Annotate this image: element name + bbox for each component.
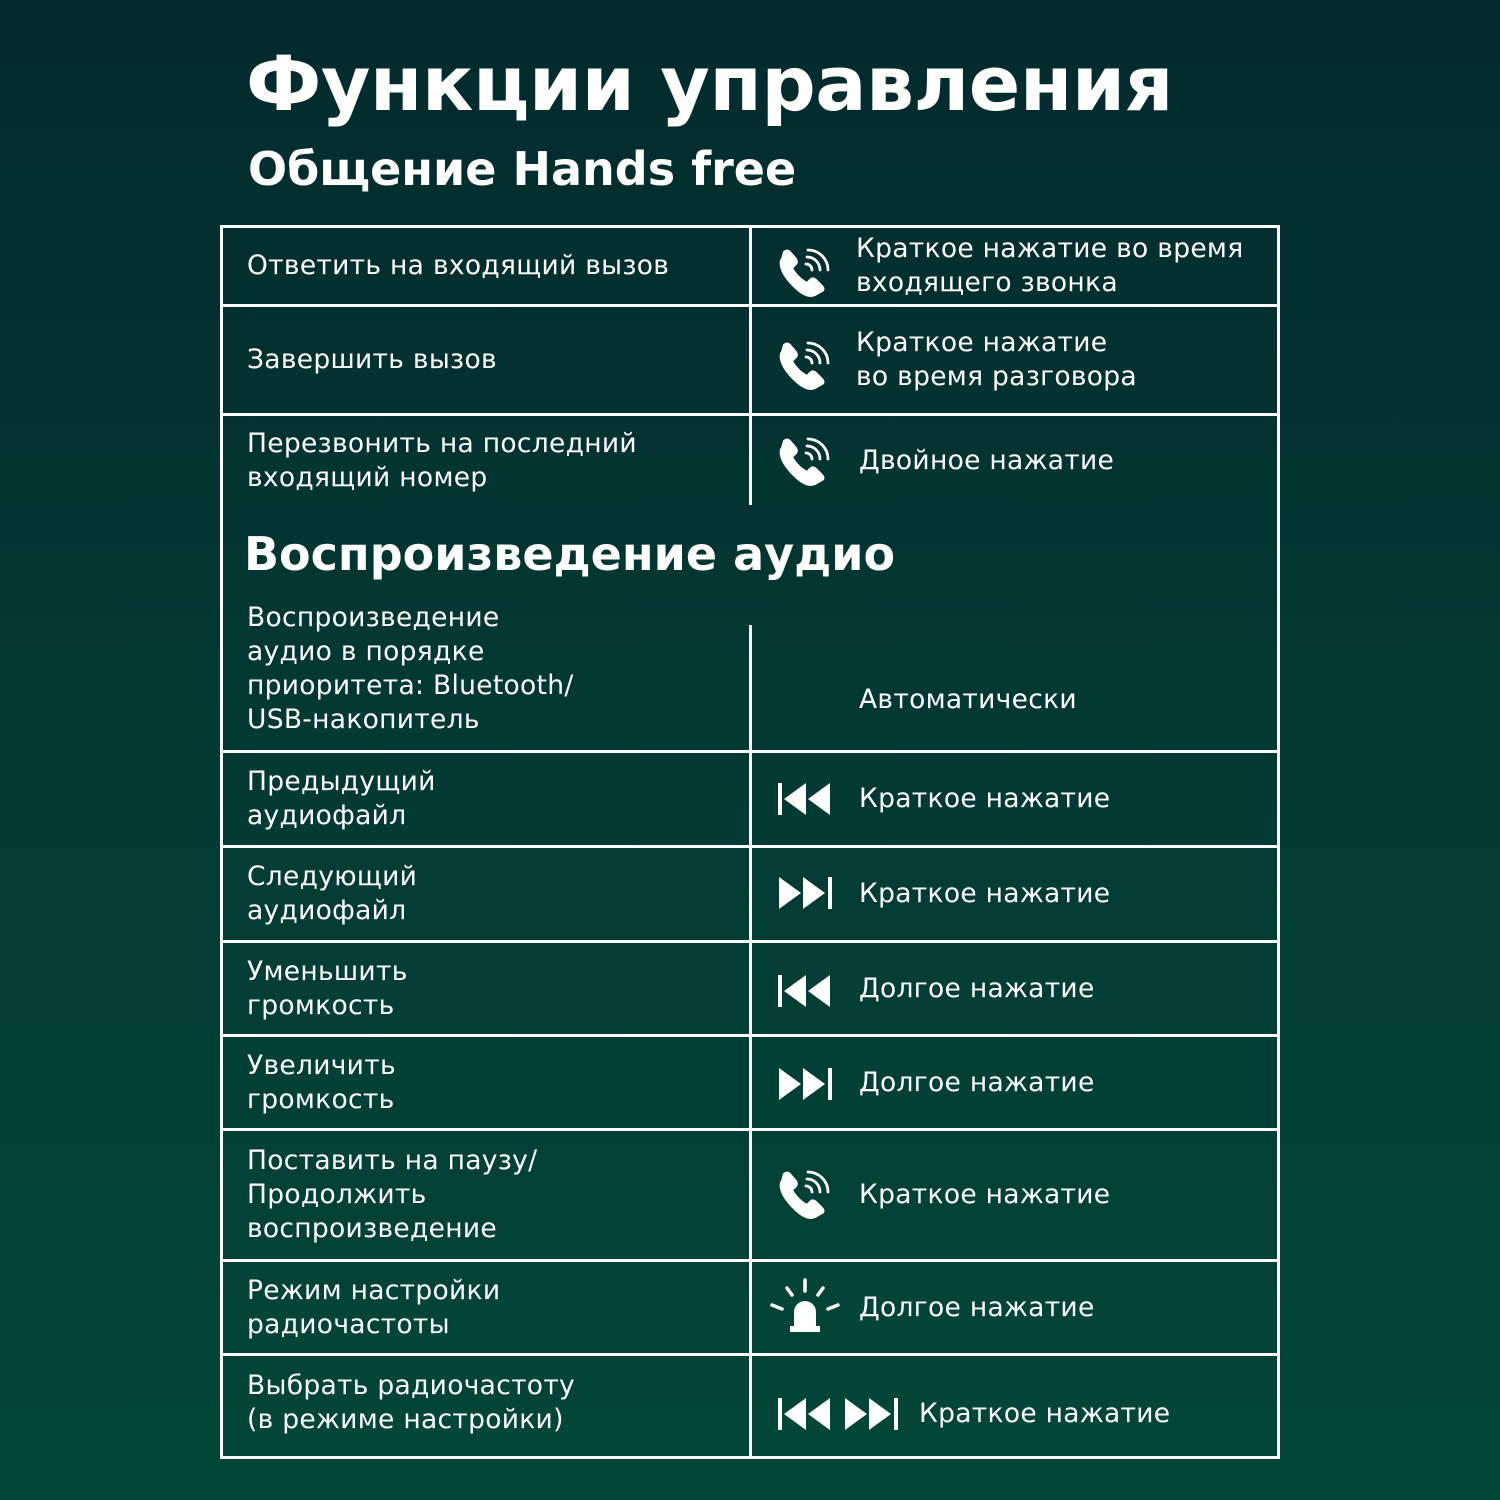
action-radio-tuning-mode: Долгое нажатие — [859, 1291, 1095, 1323]
phone-icon — [776, 432, 832, 490]
action-volume-up: Долгое нажатие — [859, 1066, 1095, 1098]
function-select-frequency: Выбрать радиочастоту (в режиме настройки) — [247, 1370, 576, 1435]
function-redial: Перезвонить на последний входящий номер — [247, 428, 637, 493]
action-pause-resume: Краткое нажатие — [859, 1179, 1111, 1210]
previous-icon — [777, 1396, 833, 1432]
audio-section-title: Воспроизведение аудио — [244, 527, 896, 581]
action-select-frequency: Краткое нажатие — [919, 1397, 1171, 1429]
function-answer-call: Ответить на входящий вызов — [247, 250, 670, 281]
function-volume-down: Уменьшить громкость — [247, 955, 408, 1021]
function-next-track: Следующий аудиофайл — [247, 861, 418, 926]
next-icon — [843, 1396, 899, 1432]
previous-icon — [777, 973, 833, 1009]
action-answer-call: Краткое нажатие во время входящего звонка — [856, 233, 1244, 298]
page-title: Функции управления — [246, 39, 1173, 128]
function-audio-priority: Воспроизведение аудио в порядке приоритета: Bluetooth/ USB-накопитель — [247, 602, 574, 735]
action-volume-down: Долгое нажатие — [859, 972, 1095, 1004]
action-end-call: Краткое нажатие во время разговора — [856, 327, 1137, 392]
action-audio-priority: Автоматически — [859, 684, 1077, 715]
phone-icon — [776, 243, 832, 301]
function-radio-tuning-mode: Режим настройки радиочастоты — [247, 1274, 501, 1340]
function-previous-track: Предыдущий аудиофайл — [247, 766, 436, 831]
action-redial: Двойное нажатие — [859, 445, 1115, 476]
phone-icon — [776, 1165, 832, 1223]
hands-free-subtitle: Общение Hands free — [248, 142, 797, 196]
column-divider — [749, 225, 752, 505]
function-end-call: Завершить вызов — [247, 344, 497, 375]
function-volume-up: Увеличить громкость — [247, 1049, 396, 1115]
action-next-track: Краткое нажатие — [859, 878, 1111, 909]
next-icon — [777, 1066, 833, 1102]
column-divider — [749, 625, 752, 1459]
action-previous-track: Краткое нажатие — [859, 783, 1111, 814]
phone-icon — [776, 336, 832, 394]
lamp-icon — [769, 1278, 841, 1334]
next-icon — [777, 875, 833, 911]
function-pause-resume: Поставить на паузу/ Продолжить воспроизведение — [247, 1145, 538, 1244]
previous-icon — [777, 781, 833, 817]
